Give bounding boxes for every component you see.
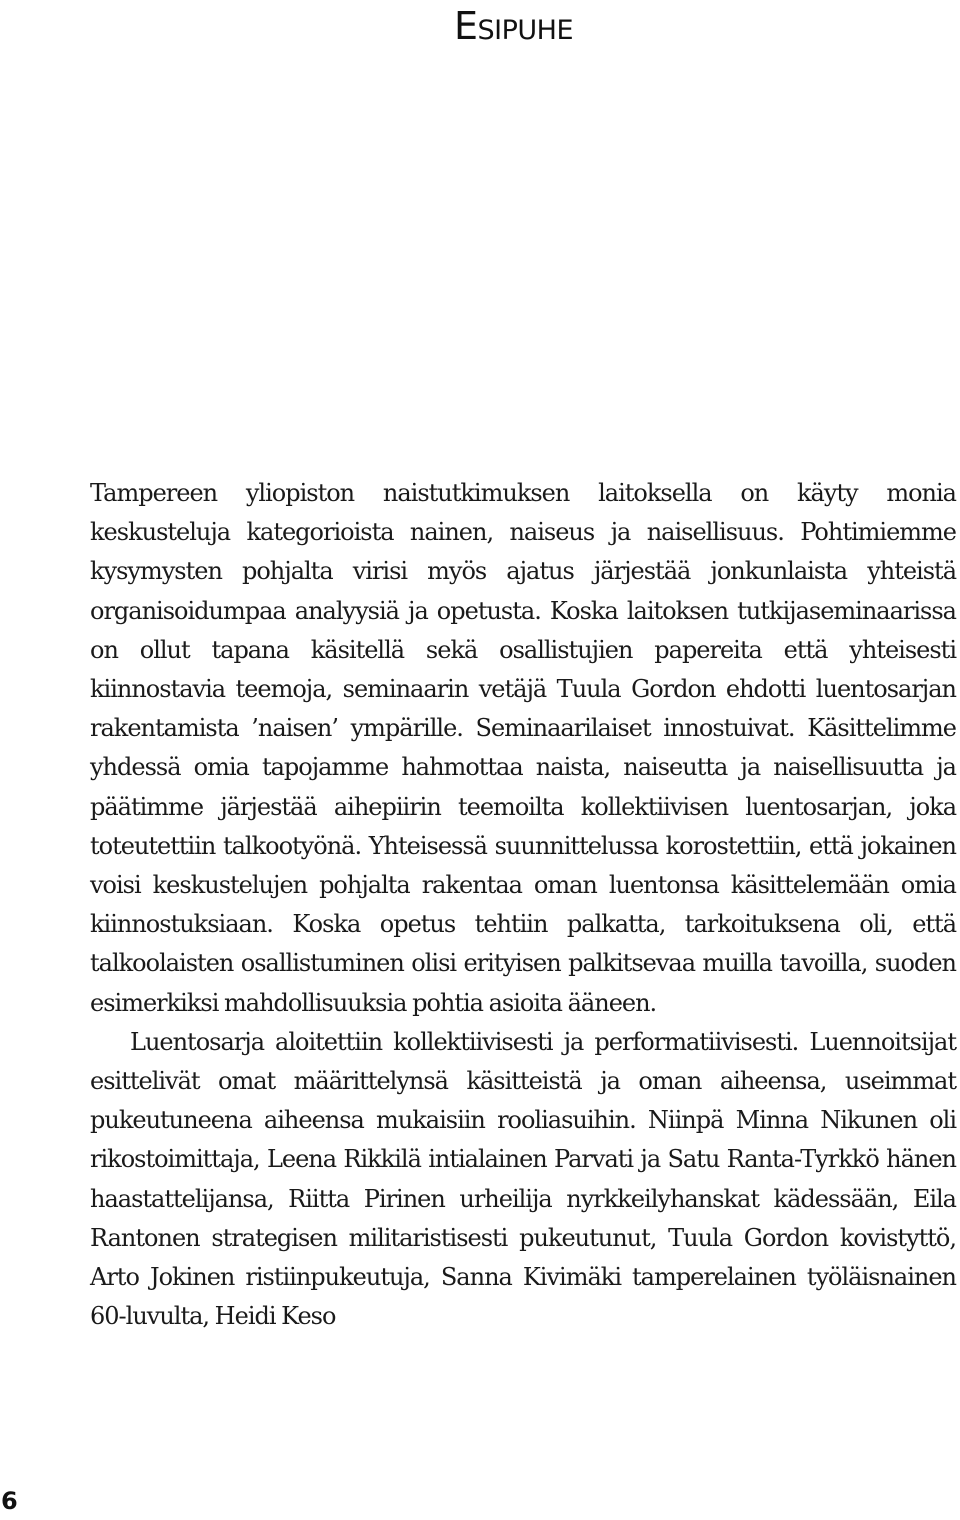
page-number: 6 [1, 1487, 18, 1515]
paragraph: Luentosarja aloitettiin kollektiivisesti ja performatiivisesti. Luennoitsijat esittelivät omat määrittelynsä käsitteistä ja oman aiheensa, useimmat pukeutuneena aiheensa mukaisiin rooliasuihin. Niinpä Minna Nikunen oli rikostoimittaja, Leena Rikkilä intialainen Parvati ja Satu Ranta-Tyrkkö hänen haastattelijansa, Riitta Pirinen urheilija nyrkkeilyhanskat kädessään, Eila Rantonen strategisen militaristisesti pukeutunut, Tuula Gordon kovistyttö, Arto Jokinen ristiinpukeutuja, Sanna Kivimäki tamperelainen työläisnainen 60-luvulta, Heidi Keso [90, 1027, 956, 1331]
page-title: Esipuhe [454, 4, 574, 48]
body-text [90, 474, 956, 1336]
paragraph: Tampereen yliopiston naistutkimuksen laitoksella on käyty monia keskusteluja kategorioista nainen, naiseus ja naisellisuus. Pohtimiemme kysymysten pohjalta virisi myös ajatus järjestää jonkunlaista yhteistä organisoidumpaa analyysiä ja opetusta. Koska laitoksen tutkijaseminaarissa on ollut tapana käsitellä sekä osallistujien papereita että yhteisesti kiinnostavia teemoja, seminaarin vetäjä Tuula Gordon ehdotti luentosarjan rakentamista ’naisen’ ympärille. Seminaarilaiset innostuivat. Käsittelimme yhdessä omia tapojamme hahmottaa naista, naiseutta ja naisellisuutta ja päätimme järjestää aihepiirin teemoilta kollektiivisen luentosarjan, joka toteutettiin talkootyönä. Yhteisessä suunnittelussa korostettiin, että jokainen voisi keskustelujen pohjalta rakentaa oman luentonsa käsittelemään omia kiinnostuksiaan. Koska opetus tehtiin palkatta, tarkoituksena oli, että talkoolaisten osallistuminen olisi erityisen palkitsevaa muilla tavoilla, suoden esimerkiksi mahdollisuuksia pohtia asioita ääneen. [90, 479, 956, 1017]
